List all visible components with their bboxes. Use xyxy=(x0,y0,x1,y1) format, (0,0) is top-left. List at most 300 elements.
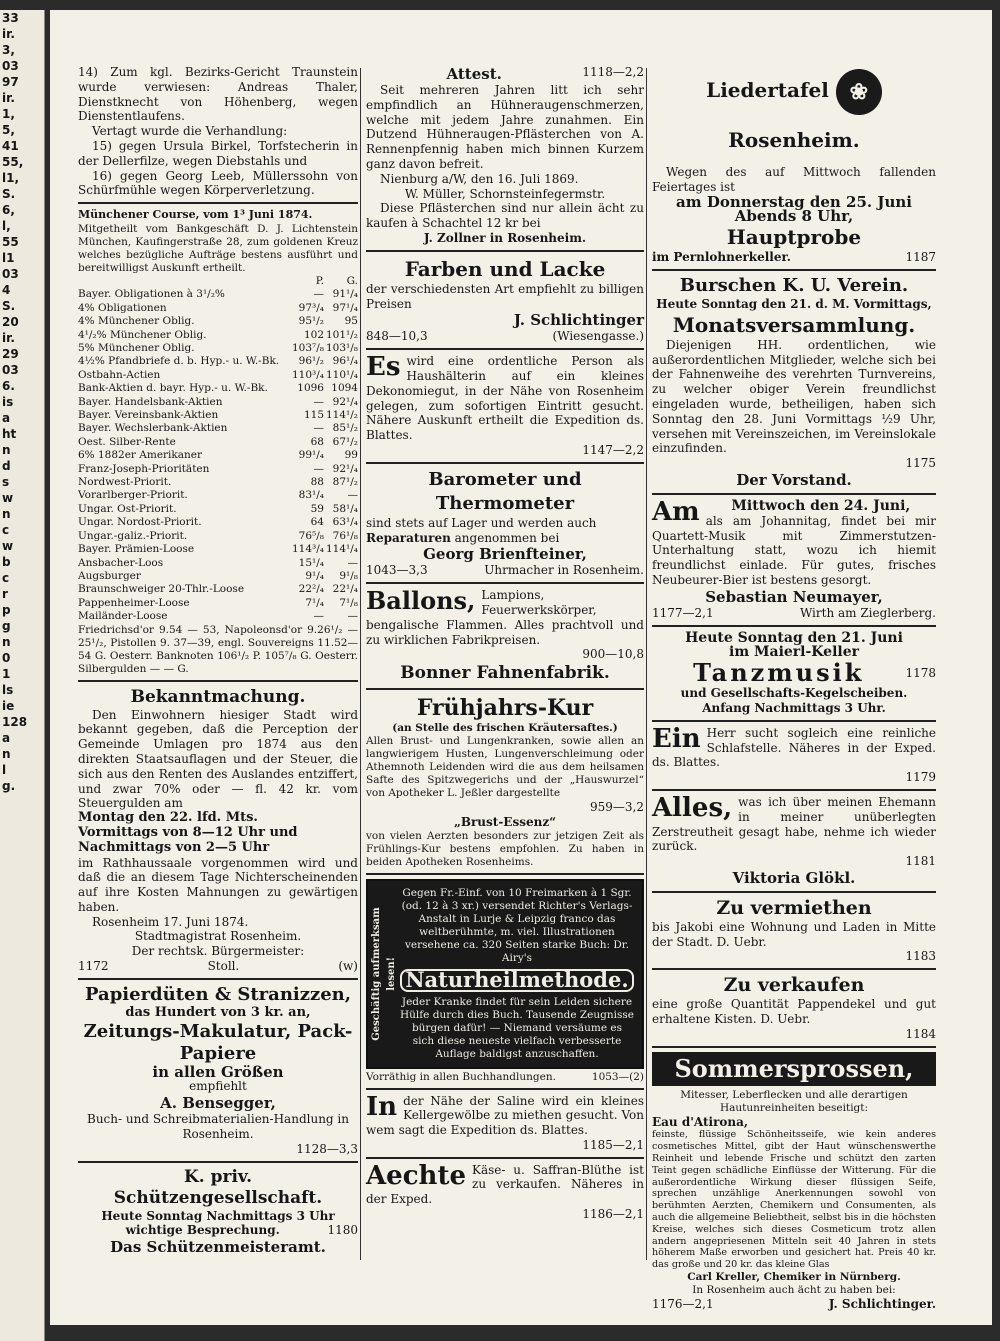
bid-price: 63¹/₄ xyxy=(332,516,358,529)
spring-cure-body: Allen Brust- und Lungenkranken, sowie allen an langwierigem Husten, Lungenverschleimung oder Athemnoth Leidenden wird die aus dem heilsamen Safte des Spitzwegerichs und der „Hauswurzel“ von Apotheker L. Jeßler dargestellte xyxy=(366,735,644,800)
apprentices-signature: Der Vorstand. xyxy=(736,470,852,489)
bid-price: 58¹/₄ xyxy=(332,502,358,515)
offer-price: 99¹/₄ xyxy=(298,449,324,462)
announcement-place-date: Rosenheim 17. Juni 1874. xyxy=(92,914,249,929)
shooting-club-title: K. priv. Schützengesellschaft. xyxy=(113,1166,323,1208)
announcement-signature: Stoll. xyxy=(207,959,240,974)
stock-quotes-intro: Mitgetheilt vom Bankgeschäft D. J. Lichtenstein München, Kaufingerstraße 28, zum goldenen Kreuz welches bezügliche Aufträge bestens ausführt und bereitwilligst Auskunft ertheilt. xyxy=(78,222,358,274)
attest-ad xyxy=(366,65,644,246)
freckles-availability: In Rosenheim auch ächt zu haben bei: xyxy=(692,1284,896,1297)
attest-body: Seit mehreren Jahren litt ich sehr empfindlich an Hühneraugenschmerzen, welche mit jedem Jahre zunahmen. Ein Dutzend Hühneraugen-Pflästerchen von A. Rennenpfennig haben mich binnen Kurzem ganz davon befreit. xyxy=(366,83,644,171)
announcement-mark: (w) xyxy=(338,959,358,974)
announcement-mayor: Der rechtsk. Bürgermeister: xyxy=(131,944,305,959)
security-name: Bank-Aktien d. bayr. Hyp.- u. W.-Bk. xyxy=(78,382,268,395)
choir-emblem-icon: ❀ xyxy=(836,69,882,115)
announcement-authority: Stadtmagistrat Rosenheim. xyxy=(134,929,302,944)
ad-number: 1177—2,1 xyxy=(652,605,714,620)
table-row xyxy=(78,449,358,462)
margin-fragment: ir. xyxy=(2,331,15,345)
table-row xyxy=(78,302,358,315)
margin-fragment: 41 xyxy=(2,139,19,153)
margin-fragment: 1 xyxy=(2,667,11,681)
margin-fragment: 97 xyxy=(2,75,19,89)
margin-fragment: ir. xyxy=(2,91,15,105)
attest-title: Attest. xyxy=(446,65,502,83)
column-3 xyxy=(652,65,936,1312)
dance-ad xyxy=(652,631,936,716)
margin-fragment: p xyxy=(2,603,11,617)
freckles-subtitle: Mitesser, Leberflecken und alle derartigen Hautunreinheiten beseitigt: xyxy=(680,1088,908,1114)
security-name: Braunschweiger 20-Thlr.-Loose xyxy=(78,583,245,596)
choir-event: Hauptprobe xyxy=(726,225,862,250)
offer-price: 102 xyxy=(303,328,324,341)
table-row xyxy=(78,382,358,395)
table-row xyxy=(78,516,358,529)
paints-merchant: J. Schlichtinger xyxy=(513,311,644,330)
security-name: Bayer. Wechslerbank-Aktien xyxy=(78,422,228,435)
retraction-signature: Viktoria Glökl. xyxy=(732,868,856,887)
bid-price: 67¹/₂ xyxy=(332,435,358,448)
freckles-product: Eau d'Atirona, xyxy=(652,1114,749,1129)
margin-fragment: b xyxy=(2,555,11,569)
spring-cure-ad xyxy=(366,694,644,869)
table-row xyxy=(78,329,358,342)
bid-price: 114¹/₂ xyxy=(326,409,358,422)
table-row xyxy=(78,436,358,449)
shooting-club-signature: Das Schützenmeisteramt. xyxy=(110,1238,326,1257)
margin-fragment: a xyxy=(2,411,11,425)
spring-cure-subtitle: (an Stelle des frischen Kräutersaftes.) xyxy=(392,722,618,735)
offer-price: 114³/₄ xyxy=(292,543,324,556)
paper-bags-sizes: in allen Größen xyxy=(152,1062,284,1081)
retraction-body: was ich über meinen Ehemann in meiner unüberlegten Zerstreutheit gesagt habe, nehme ich wieder zurück. xyxy=(652,794,936,854)
paper-bags-price: das Hundert von 3 kr. an, xyxy=(125,1004,311,1020)
room-wanted-initial: Ein xyxy=(652,723,701,754)
quartet-ad xyxy=(652,496,936,621)
ad-number: 900—10,8 xyxy=(582,647,644,662)
offer-price: 110³/₄ xyxy=(292,368,324,381)
security-name: 5% Münchener Oblig. xyxy=(78,342,195,354)
retraction-initial: Alles, xyxy=(652,792,733,823)
ad-number: 1172 xyxy=(78,959,109,974)
margin-fragment: 20 xyxy=(2,315,19,329)
barometer-title: Barometer und Thermometer xyxy=(428,468,582,514)
quartet-date: Mittwoch den 24. Juni, xyxy=(731,497,911,514)
ad-number: 1178 xyxy=(905,665,936,680)
ad-number: 1185—2,1 xyxy=(582,1137,644,1152)
paper-bags-merchant: A. Bensegger, xyxy=(160,1094,276,1113)
bid-price: 85¹/₂ xyxy=(332,422,358,435)
shooting-club-time: Heute Sonntag Nachmittags 3 Uhr xyxy=(101,1208,335,1223)
margin-fragment: w xyxy=(2,539,14,553)
cellar-initial: In xyxy=(366,1091,398,1122)
security-name: Bayer. Vereinsbank-Aktien xyxy=(78,409,219,422)
offer-price: 15¹/₄ xyxy=(298,556,324,569)
paints-title: Farben und Lacke xyxy=(404,256,606,281)
offer-price: 76⁵/₈ xyxy=(298,529,324,542)
offer-price: 68 xyxy=(310,435,324,448)
margin-fragment: n xyxy=(2,635,11,649)
ad-number: 1187 xyxy=(905,250,936,265)
ad-number: 1128—3,3 xyxy=(296,1141,358,1156)
bid-price: 97¹/₄ xyxy=(332,301,358,314)
choir-title-right: Rosenheim. xyxy=(728,128,860,152)
ad-number: 959—3,2 xyxy=(590,800,644,815)
ad-number: 1176—2,1 xyxy=(652,1297,714,1312)
security-name: Bayer. Prämien-Loose xyxy=(78,543,195,556)
attest-signature: W. Müller, Schornsteinfegermstr. xyxy=(404,186,606,201)
freckles-ad xyxy=(652,1052,936,1312)
ad-number: 1179 xyxy=(905,770,936,785)
bid-price: 92¹/₄ xyxy=(332,462,358,475)
security-name: Bayer. Handelsbank-Aktien xyxy=(78,395,223,408)
freckles-body: feinste, flüssige Schönheitsseife, wie kein anderes cosmetisches Mittel, gibt der Haut wünschenswerthe Reinheit und lebende Frische und schützt den zarten Teint gegen schädliche Einflüsse der Witterung. Für die außerordentliche Wirkung dieser flüssigen Seife, sprechen unzählige Anerkennungen sowohl von berühmten Aerzten, Chemikern und Consumenten, als auch die allgemeine Beliebtheit, selbst bis in die höchsten Kreise, welches sich dieses Cosmeticum trotz allen andern angepriesenen Mitteln seit 40 Jahren in stets höherem Maße erworben und gesichert hat. Preis 40 kr. das große und 20 kr. das kleine Glas xyxy=(652,1129,936,1271)
table-row xyxy=(78,355,358,368)
retraction-ad xyxy=(652,792,936,887)
table-row xyxy=(78,503,358,516)
security-name: Mailänder-Loose xyxy=(78,610,168,623)
freckles-maker: Carl Kreller, Chemiker in Nürnberg. xyxy=(687,1271,901,1284)
table-row xyxy=(78,396,358,409)
bid-price: — xyxy=(347,489,358,502)
natural-healing-body: Jeder Kranke findet für sein Leiden sichere Hülfe durch dies Buch. Tausende Zeugnisse bürgen dafür! — Niemand versäume es sich diese neueste vielfach verbesserte Auflage baldigst anzuschaffen. xyxy=(400,995,634,1060)
stock-quotes-footer: Friedrichsd'or 9.54 — 53, Napoleonsd'or 9.26¹/₂ — 25¹/₂, Pistollen 9. 37—39, engl. Souvereigns 11.52—54 G. Oesterr. Banknoten 106¹/₂ P. 105⁷/₈ G. Oesterr. Silbergulden — — G. xyxy=(78,623,358,675)
margin-fragment: ir. xyxy=(2,27,15,41)
attest-seller: J. Zollner in Rosenheim. xyxy=(423,230,587,245)
ad-number: 1186—2,1 xyxy=(582,1207,644,1222)
margin-fragment: 29 xyxy=(2,347,19,361)
choir-place: im Pernlohnerkeller. xyxy=(652,250,791,265)
security-name: 4¹/₂% Münchener Oblig. xyxy=(78,328,207,341)
offer-price: 115 xyxy=(303,409,324,422)
paper-bags-title-2: Zeitungs-Makulatur, Pack-Papiere xyxy=(83,1020,353,1064)
bid-price: 92¹/₄ xyxy=(332,395,358,408)
cellar-body: der Nähe der Saline wird ein kleines Kellergewölbe zu miethen gesucht. Von wem sagt die Expedition ds. Blattes. xyxy=(366,1093,644,1138)
offer-price: 83¹/₄ xyxy=(298,489,324,502)
table-row xyxy=(78,583,358,596)
for-rent-body: bis Jakobi eine Wohnung und Laden in Mitte der Stadt. D. Uebr. xyxy=(652,919,936,949)
paints-body: der verschiedensten Art empfiehlt zu billigen Preisen xyxy=(366,281,644,311)
table-row xyxy=(78,463,358,476)
margin-fragment: w xyxy=(2,491,14,505)
security-name: Vorarlberger-Priorit. xyxy=(78,489,188,502)
apprentices-ad xyxy=(652,275,936,489)
announcement-body: Den Einwohnern hiesiger Stadt wird bekannt gegeben, daß die Perception der Gemeinde Umlagen pro 1874 aus den direkten Staatsauflagen und der Steuer, die sich aus den Renten des Auslandes entziffert, und zwar 70% oder — fl. 42 kr. vom Steuergulden am xyxy=(78,707,358,811)
freckles-title: Sommersprossen, xyxy=(652,1052,936,1086)
ad-number: 1184 xyxy=(905,1026,936,1041)
newspaper-page xyxy=(50,10,992,1325)
margin-fragment: l xyxy=(2,763,7,777)
ad-number: 1183 xyxy=(905,949,936,964)
margin-fragment: l, xyxy=(2,219,11,233)
margin-fragment: 128 xyxy=(2,715,28,729)
shooting-club-ad xyxy=(78,1167,358,1257)
margin-fragment: a xyxy=(2,731,11,745)
ad-number: 848—10,3 xyxy=(366,329,428,344)
table-row xyxy=(78,543,358,556)
for-sale-ad xyxy=(652,974,936,1041)
security-name: Bayer. Obligationen à 3¹/₂% xyxy=(78,288,225,301)
barometer-repairs-tail: angenommen bei xyxy=(454,530,560,545)
offer-price: 1096 xyxy=(297,382,324,395)
table-row xyxy=(78,610,358,623)
margin-fragment: l1, xyxy=(2,171,20,185)
offer-price: 64 xyxy=(310,516,324,529)
offer-price: 96¹/₂ xyxy=(298,355,324,368)
security-name: 4% Obligationen xyxy=(78,301,167,314)
margin-fragment: 0 xyxy=(2,651,11,665)
bid-price: — xyxy=(347,556,358,569)
bid-price: 91¹/₄ xyxy=(332,288,358,301)
security-name: Pappenheimer-Loose xyxy=(78,596,190,609)
bid-price: 96¹/₄ xyxy=(332,355,358,368)
security-name: Ungar.-galiz.-Priorit. xyxy=(78,529,188,542)
housekeeper-body: wird eine ordentliche Person als Haushälterin auf ein kleines Dekonomiegut, in der Nähe von Rosenheim gelegen, zum sofortigen Eintritt gesucht. Nähere Auskunft ertheilt die Expedition ds. Blattes. xyxy=(366,354,644,443)
offer-price: 7¹/₄ xyxy=(305,596,324,609)
table-row xyxy=(78,476,358,489)
shooting-club-meeting: wichtige Besprechung. xyxy=(125,1223,280,1238)
margin-fragment: 6, xyxy=(2,203,15,217)
table-row xyxy=(78,315,358,328)
column-1 xyxy=(78,65,358,1256)
natural-healing-intro: Gegen Fr.-Einf. von 10 Freimarken à 1 Sgr. (od. 12 à 3 xr.) versendet Richter's Verlags-Anstalt in Lurje & Leipzig franco das weltberühmte, m. viel. Illustrationen versehene ca. 320 Seiten starke Buch: Dr. Airy's xyxy=(401,886,633,964)
paper-bags-title: Papierdüten & Stranizzen, xyxy=(84,983,352,1005)
quartet-initial: Am xyxy=(652,496,700,527)
offer-price: — xyxy=(313,395,324,408)
margin-fragment: n xyxy=(2,443,11,457)
offer-price: — xyxy=(313,422,324,435)
dance-title: Tanzmusik xyxy=(693,658,865,688)
cellar-ad xyxy=(366,1091,644,1153)
margin-fragment: 4 xyxy=(2,283,11,297)
court-item-14: 14) Zum kgl. Bezirks-Gericht Traunstein wurde verwiesen: Andreas Thaler, Dienstknecht von Höhenberg, wegen Dienstentlaufens. xyxy=(78,65,358,124)
paper-bags-ad xyxy=(78,984,358,1157)
announcement xyxy=(78,686,358,974)
saffron-ad xyxy=(366,1160,644,1222)
previous-page-edge xyxy=(0,10,45,1341)
announcement-date-2: Vormittags von 8—12 Uhr und xyxy=(78,824,298,840)
natural-healing-title: Naturheilmethode. xyxy=(400,969,634,992)
court-report xyxy=(78,65,358,198)
apprentices-date: Heute Sonntag den 21. d. M. Vormittags, xyxy=(656,296,932,311)
security-name: Oest. Silber-Rente xyxy=(78,435,176,448)
margin-fragment: S. xyxy=(2,187,16,201)
offer-price: 103⁷/₈ xyxy=(292,342,324,354)
security-name: Nordwest-Priorit. xyxy=(78,476,172,489)
security-name: 4½% Pfandbriefe d. b. Hyp.- u. W.-Bk. xyxy=(78,355,280,368)
security-name: Ungar. Nordost-Priorit. xyxy=(78,516,202,529)
quartet-location: Wirth am Zieglerberg. xyxy=(799,605,936,620)
barometer-repairs: Reparaturen xyxy=(366,530,451,545)
quartet-body: als am Johannitag, findet bei mir Quartett-Musik mit Zimmerstutzen-Unterhaltung statt, wozu ich hiemit freundlichst einlade. Für gutes, frisches Neubeurer-Bier ist bestens gesorgt. xyxy=(652,513,936,587)
apprentices-title: Burschen K. U. Verein. xyxy=(679,274,909,296)
barometer-merchant: Georg Brienfteiner, xyxy=(423,545,587,564)
table-row xyxy=(78,489,358,502)
ad-number: 1053—(2) xyxy=(591,1070,644,1083)
margin-fragment: d xyxy=(2,459,11,473)
offer-price: 88 xyxy=(310,476,324,489)
column-rule xyxy=(646,68,647,1260)
margin-fragment: 55, xyxy=(2,155,24,169)
paper-bags-shop: Buch- und Schreibmaterialien-Handlung in Rosenheim. xyxy=(87,1112,349,1142)
court-item-15: 15) gegen Ursula Birkel, Torfstecherin in der Dellerfilze, wegen Diebstahls und xyxy=(78,138,358,168)
bid-price: 22¹/₄ xyxy=(332,583,358,596)
announcement-tail: im Rathhaussaale vorgenommen wird und daß die an diesem Tage Nichterscheinenden auf ihre Kosten Mahnungen zu gewärtigen haben. xyxy=(78,855,358,914)
court-item-16: 16) gegen Georg Leeb, Müllerssohn von Schürfmühle wegen Körperverletzung. xyxy=(78,168,358,198)
margin-fragment: g xyxy=(2,619,11,633)
table-row xyxy=(78,597,358,610)
offer-price: — xyxy=(313,288,324,301)
table-row xyxy=(78,422,358,435)
margin-fragment: n xyxy=(2,747,11,761)
announcement-date-1: Montag den 22. lfd. Mts. xyxy=(78,810,258,826)
natural-healing-ad xyxy=(366,879,644,1069)
balloons-ad xyxy=(366,588,644,684)
margin-fragment: n xyxy=(2,507,11,521)
table-row xyxy=(78,342,358,355)
barometer-location: Uhrmacher in Rosenheim. xyxy=(484,563,644,578)
column-2 xyxy=(366,65,644,1222)
margin-fragment: 03 xyxy=(2,59,19,73)
bid-price: 114¹/₄ xyxy=(326,543,358,556)
margin-fragment: 3, xyxy=(2,43,15,57)
margin-fragment: 33 xyxy=(2,11,19,25)
stock-quotes-table xyxy=(78,275,358,624)
freckles-seller: J. Schlichtinger. xyxy=(828,1297,936,1312)
table-row xyxy=(78,369,358,382)
margin-fragment: c xyxy=(2,571,10,585)
paper-bags-recommends: empfiehlt xyxy=(189,1079,247,1094)
offer-price: 22²/₄ xyxy=(298,583,324,596)
margin-fragment: 03 xyxy=(2,267,19,281)
attest-tail: Diese Pflästerchen sind nur allein ächt zu kaufen à Schachtel 12 kr bei xyxy=(366,201,644,231)
spring-cure-product: „Brust-Essenz“ xyxy=(453,814,557,829)
margin-fragment: ie xyxy=(2,699,15,713)
security-name: Franz-Joseph-Prioritäten xyxy=(78,462,210,475)
for-rent-title: Zu vermiethen xyxy=(716,896,872,919)
for-sale-title: Zu verkaufen xyxy=(723,974,865,997)
security-name: 4% Münchener Oblig. xyxy=(78,315,195,328)
apprentices-body: Diejenigen HH. ordentlichen, wie außerordentlichen Mitglieder, welche sich bei der Fahnenweihe des verehrten Turnvereins, zu welcher obiger Verein freundlichst eingeladen wurde, betheiligen, haben sich Sonntag den 28. Juni Vormittags ½9 Uhr, versehen mit Vereinszeichen, im Vereinslokale einzufinden. xyxy=(652,337,936,456)
margin-fragment: ls xyxy=(2,683,14,697)
margin-fragment: 03 xyxy=(2,363,19,377)
offer-price: — xyxy=(313,610,324,623)
bid-price: 95 xyxy=(344,315,358,328)
offer-price: 9¹/₄ xyxy=(305,569,324,582)
ad-number: 1180 xyxy=(327,1223,358,1238)
bid-price: 1094 xyxy=(331,382,358,395)
margin-fragment: ht xyxy=(2,427,17,441)
balloons-initial: Ballons, xyxy=(366,586,476,616)
bid-price: 7¹/₈ xyxy=(339,596,358,609)
margin-fragment: is xyxy=(2,395,14,409)
bid-price: 76¹/₈ xyxy=(332,529,358,542)
barometer-body: sind stets auf Lager und werden auch xyxy=(366,515,597,530)
quartet-host: Sebastian Neumayer, xyxy=(705,587,883,606)
margin-fragment: 6. xyxy=(2,379,15,393)
bid-price: 99 xyxy=(344,449,358,462)
attest-place: Nienburg a/W, den 16. Juli 1869. xyxy=(380,171,579,186)
apprentices-event: Monatsversammlung. xyxy=(672,312,916,337)
saffron-body: Käse- u. Saffran-Blüthe ist zu verkaufen. Näheres in der Exped. xyxy=(366,1162,644,1207)
margin-fragment: 5, xyxy=(2,123,15,137)
security-name: Augsburger xyxy=(78,569,141,582)
margin-fragment: g. xyxy=(2,779,16,793)
for-rent-ad xyxy=(652,897,936,964)
security-name: Ansbacher-Loos xyxy=(78,556,164,569)
court-adjourned: Vertagt wurde die Verhandlung: xyxy=(92,124,288,139)
choir-time: Abends 8 Uhr, xyxy=(734,207,854,226)
table-header: P. G. xyxy=(315,274,358,287)
spring-cure-tail: von vielen Aerzten besonders zur jetzigen Zeit als Frühlings-Kur bestens empfohlen. Zu haben in beiden Apotheken Rosenheims. xyxy=(366,829,644,868)
choir-body: Wegen des auf Mittwoch fallenden Feiertages ist xyxy=(652,165,936,194)
choir-title-left: Liedertafel xyxy=(706,78,829,102)
table-row xyxy=(78,557,358,570)
margin-fragment: 55 xyxy=(2,235,19,249)
bid-price: 87¹/₂ xyxy=(332,476,358,489)
security-name: Ungar. Ost-Priorit. xyxy=(78,502,177,515)
paints-ad xyxy=(366,256,644,344)
dance-extra: und Gesellschafts-Kegelscheiben. xyxy=(680,686,908,701)
room-wanted-body: Herr sucht sogleich eine reinliche Schlafstelle. Näheres in der Exped. ds. Blattes. xyxy=(652,725,936,770)
margin-fragment: r xyxy=(2,587,8,601)
ad-number: 1043—3,3 xyxy=(366,563,428,578)
margin-fragment: s xyxy=(2,475,10,489)
margin-fragment: 1, xyxy=(2,107,15,121)
housekeeper-ad xyxy=(366,354,644,458)
bid-price: 101¹/₂ xyxy=(326,328,358,341)
choir-ad xyxy=(652,65,936,265)
stock-quotes xyxy=(78,208,358,675)
housekeeper-initial: Es xyxy=(366,352,401,383)
saffron-initial: Aechte xyxy=(366,1160,467,1191)
bid-price: 110¹/₄ xyxy=(326,368,358,381)
bid-price: 103¹/₈ xyxy=(326,342,358,354)
security-name: 6% 1882er Amerikaner xyxy=(78,449,203,462)
announcement-title: Bekanntmachung. xyxy=(130,686,306,707)
natural-healing-side-text: Geschäftig aufmerksam lesen! xyxy=(371,906,397,1041)
ad-number: 1175 xyxy=(905,456,936,471)
paints-address: (Wiesengasse.) xyxy=(552,329,644,344)
offer-price: 95¹/₂ xyxy=(298,315,324,328)
balloons-firm: Bonner Fahnenfabrik. xyxy=(400,663,610,684)
dance-start: Anfang Nachmittags 3 Uhr. xyxy=(702,700,886,715)
margin-fragment: c xyxy=(2,523,10,537)
room-wanted-ad xyxy=(652,723,936,785)
offer-price: — xyxy=(313,462,324,475)
margin-fragment: S. xyxy=(2,299,16,313)
table-row xyxy=(78,530,358,543)
spring-cure-title: Frühjahrs-Kur xyxy=(416,695,594,722)
bid-price: 9¹/₈ xyxy=(339,569,358,582)
offer-price: 59 xyxy=(310,502,324,515)
choir-date: am Donnerstag den 25. Juni xyxy=(676,192,912,211)
for-sale-body: eine große Quantität Pappendekel und gut erhaltene Kisten. D. Uebr. xyxy=(652,997,936,1027)
table-row xyxy=(78,288,358,301)
security-name: Ostbahn-Actien xyxy=(78,368,161,381)
stock-quotes-title: Münchener Course, vom 1³ Juni 1874. xyxy=(78,208,313,222)
announcement-date-3: Nachmittags von 2—5 Uhr xyxy=(78,839,270,855)
table-row xyxy=(78,570,358,583)
ad-number: 1118—2,2 xyxy=(582,65,644,79)
column-rule xyxy=(360,68,361,1260)
balloons-body: Lampions, Feuerwerkskörper, bengalische Flammen. Alles prachtvoll und zu wirklichen Fabrikpreisen. xyxy=(366,588,644,647)
bid-price: — xyxy=(347,610,358,623)
barometer-ad xyxy=(366,468,644,578)
dance-date: Heute Sonntag den 21. Juni xyxy=(685,629,903,646)
ad-number: 1181 xyxy=(905,854,936,869)
margin-fragment: l1 xyxy=(2,251,15,265)
